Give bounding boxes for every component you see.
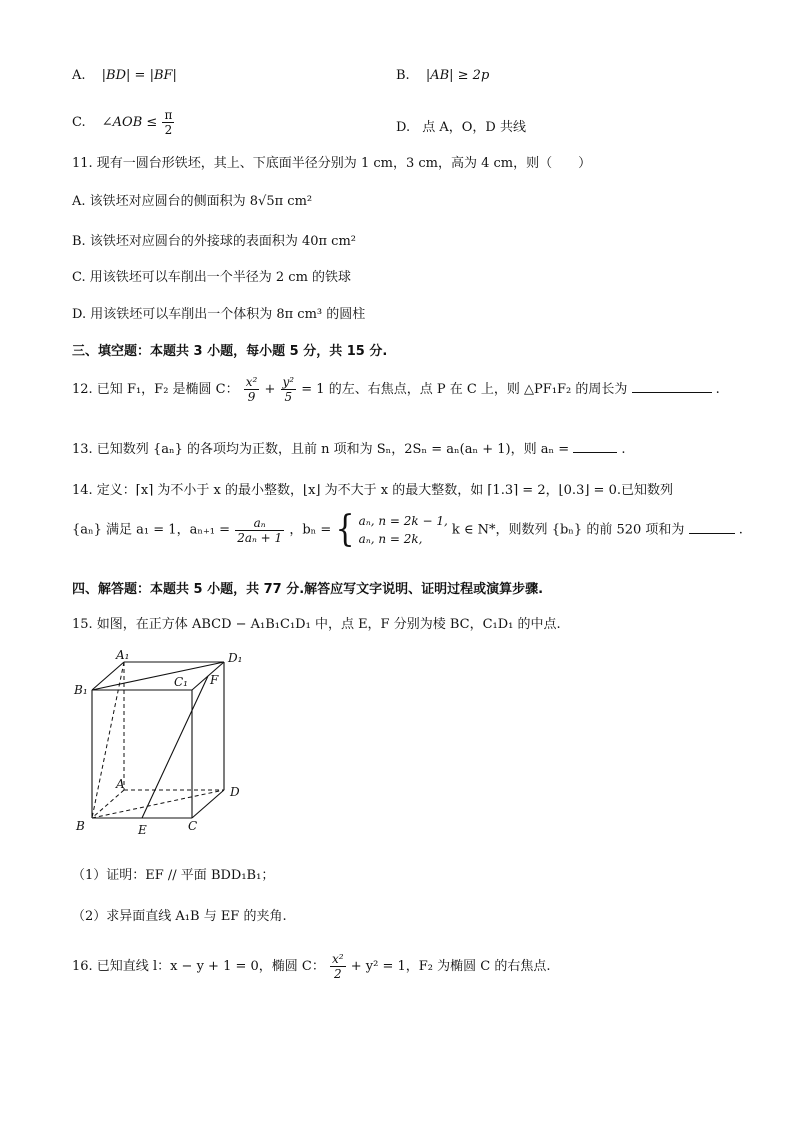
q11-stem: 11. 现有一圆台形铁坯，其上、下底面半径分别为 1 cm，3 cm，高为 4 cm，则（ ） [72,156,592,171]
fraction-denominator: 2 [164,123,173,137]
fraction-numerator: aₙ [235,516,284,531]
label-d: D [230,785,240,799]
q15-part-2: （2）求异面直线 A₁B 与 EF 的夹角. [72,909,287,924]
q12-plus: + [264,382,276,397]
q16 [72,952,550,981]
q10-option-d-text: 点 A，O，D 共线 [422,120,526,135]
hidden-diagonal-b-d [92,790,224,818]
q12 [72,375,720,404]
q14-end: . [738,522,743,538]
label-c1: C₁ [174,675,188,689]
q16-post: + y² = 1，F₂ 为椭圆 C 的右焦点. [350,959,551,974]
q10-option-a-expr: |BD| = |BF| [101,68,177,83]
q12-answer-blank [632,392,712,393]
edge-c-d [192,790,224,818]
fraction-numerator: x² [245,375,258,389]
label-a1: A₁ [116,648,130,662]
q15-part-1: （1）证明：EF // 平面 BDD₁B₁； [72,868,275,883]
q13-text: 13. 已知数列 {aₙ} 的各项均为正数，且前 n 项和为 Sₙ，2Sₙ = aₙ(aₙ + 1)，则 aₙ = [72,442,570,457]
q11-option-b: B. 该铁坯对应圆台的外接球的表面积为 40π cm² [72,234,356,249]
q10-option-d [396,116,526,135]
q13-end: . [621,442,626,457]
diagonal-b1-d1 [92,662,224,690]
q14-answer-blank [689,533,735,534]
q10-option-c-fraction [162,108,174,137]
fraction-numerator: y² [282,375,295,389]
q10-option-c-expr: ∠AOB ≤ [101,115,158,130]
label-b1: B₁ [74,683,88,697]
q10-option-a [72,68,177,83]
fraction-denominator: 9 [247,390,256,404]
fraction-denominator: 2aₙ + 1 [237,530,283,545]
label-b: B [76,819,85,833]
q16-fraction [330,952,346,981]
q10-option-c-label: C. [72,115,86,130]
label-e: E [138,823,147,837]
q12-end: . [715,382,720,397]
q12-pre: 12. 已知 F₁，F₂ 是椭圆 C： [72,382,239,397]
q10-option-d-label: D. [396,120,411,135]
segment-e-f [142,676,208,818]
q11-option-a: A. 该铁坯对应圆台的侧面积为 8√5π cm² [72,194,313,209]
fraction-denominator: 5 [284,390,293,404]
q11-option-c: C. 用该铁坯可以车削出一个半径为 2 cm 的铁球 [72,270,352,285]
q15-stem: 15. 如图，在正方体 ABCD − A₁B₁C₁D₁ 中，点 E，F 分别为棱 BC，C₁D₁ 的中点. [72,617,561,632]
q11-option-d: D. 用该铁坯可以车削出一个体积为 8π cm³ 的圆柱 [72,307,366,322]
q14-piecewise-cases [359,512,448,548]
label-c: C [188,819,198,833]
q16-pre: 16. 已知直线 l：x − y + 1 = 0，椭圆 C： [72,959,325,974]
q14-case-1: aₙ, n = 2k − 1, [358,514,448,528]
section-4-heading: 四、解答题：本题共 5 小题，共 77 分.解答应写文字说明、证明过程或演算步骤. [72,582,544,597]
q13-answer-blank [573,452,617,453]
fraction-numerator: π [164,108,173,122]
q14-line-1: 14. 定义：⌈x⌉ 为不小于 x 的最小整数，⌊x⌋ 为不大于 x 的最大整数，如 ⌈1.3⌉ = 2，⌊0.3⌋ = 0.已知数列 [72,483,673,498]
q12-fraction-y [281,375,297,404]
section-3-heading: 三、填空题：本题共 3 小题，每小题 5 分，共 15 分. [72,344,388,359]
q14-pre: {aₙ} 满足 a₁ = 1，aₙ₊₁ = [72,522,231,538]
q12-post: = 1 的左、右焦点，点 P 在 C 上，则 △PF₁F₂ 的周长为 [301,382,628,397]
left-brace: { [335,508,355,551]
fraction-numerator: x² [332,952,344,966]
q14-line-2 [72,508,743,551]
q10-option-b-label: B. [396,68,410,83]
q10-option-b-expr: |AB| ≥ 2p [425,68,490,83]
q14-case-2: aₙ, n = 2k, [358,532,423,546]
q10-option-a-label: A. [72,68,86,83]
q14-mid: ，bₙ = [289,522,332,538]
q10-option-b [396,68,489,83]
q12-fraction-x [244,375,260,404]
label-d1: D₁ [228,651,243,665]
fraction-denominator: 2 [333,967,342,981]
q14-fraction [235,516,284,545]
label-f: F [210,673,219,687]
q14-post: k ∈ N*，则数列 {bₙ} 的前 520 项和为 [451,522,685,538]
q13 [72,438,626,457]
q10-option-c [72,108,175,137]
cube-figure [72,648,272,838]
label-a: A [116,777,125,791]
